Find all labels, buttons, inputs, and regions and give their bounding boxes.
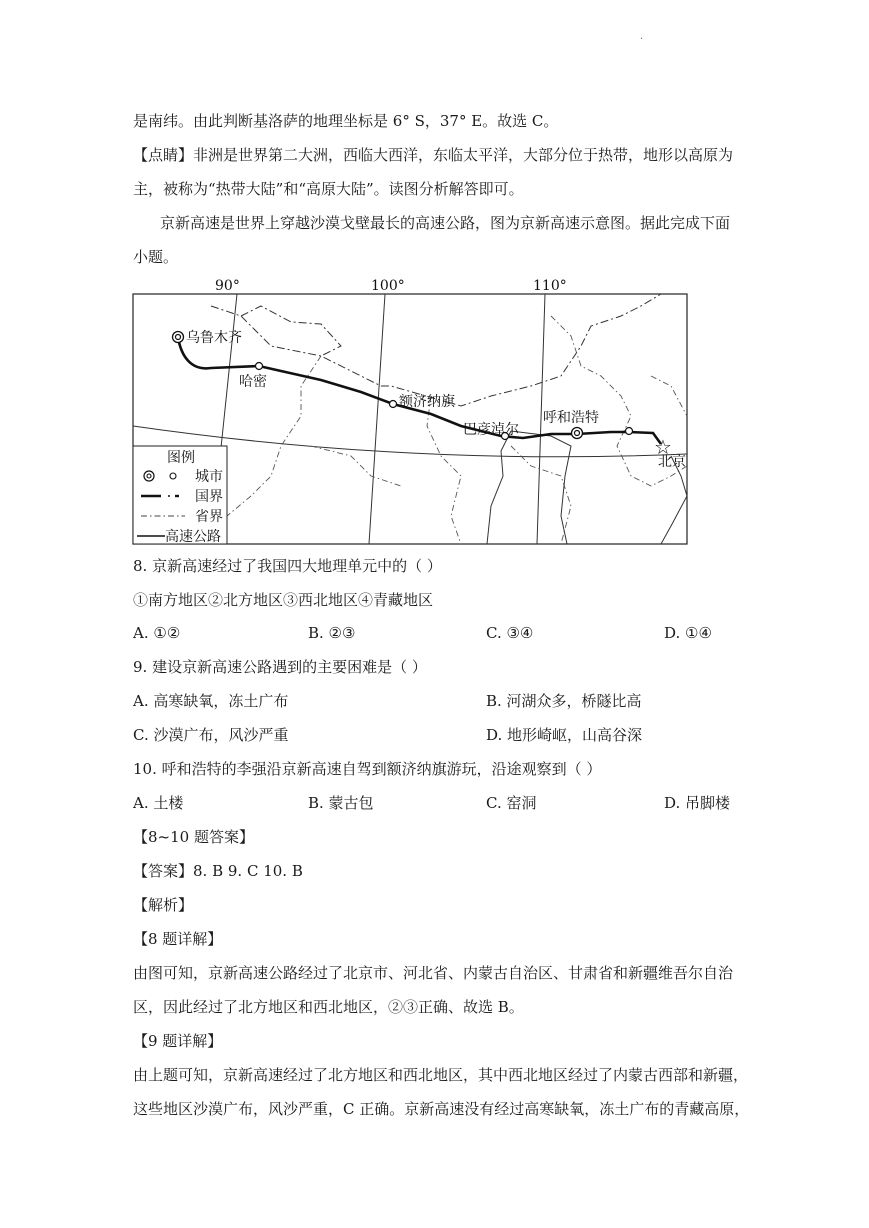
q8-stem: 8. 京新高速经过了我国四大地理单元中的（ ） — [133, 557, 442, 575]
legend-province-border: 省界 — [195, 509, 223, 525]
q10-stem: 10. 呼和浩特的李强沿京新高速自驾到额济纳旗游玩，沿途观察到（ ） — [133, 760, 602, 778]
q8-option-d[interactable]: D. ①④ — [664, 624, 712, 642]
city-ejina — [390, 393, 456, 410]
q8-detail-title: 【8 题详解】 — [133, 930, 223, 948]
q9-detail-line-2: 这些地区沙漠广布，风沙严重，C 正确。京新高速没有经过高寒缺氧，冻土广布的青藏高原， — [133, 1100, 750, 1118]
legend-national-border: 国界 — [195, 489, 223, 505]
intro-line-1: 是南纬。由此判断基洛萨的地理坐标是 6° S，37° E。故选 C。 — [133, 112, 559, 130]
city-urumqi — [173, 329, 243, 346]
legend-title: 图例 — [167, 450, 195, 466]
q8-choices: ①南方地区②北方地区③西北地区④青藏地区 — [133, 591, 434, 609]
q8-option-b[interactable]: B. ②③ — [308, 624, 356, 642]
header-mark: · — [640, 34, 644, 45]
city-bayannur — [463, 421, 519, 440]
highway-map — [131, 276, 691, 548]
meridian-100 — [369, 294, 385, 544]
longitude-label-90: 90° — [215, 278, 240, 294]
q10-option-c[interactable]: C. 窑洞 — [486, 794, 537, 812]
river-1 — [487, 431, 511, 544]
province-border-1 — [221, 356, 321, 544]
province-border-5 — [651, 376, 687, 416]
svg-text:☆: ☆ — [654, 435, 672, 459]
river-2 — [511, 431, 571, 544]
q10-option-b[interactable]: B. 蒙古包 — [308, 794, 374, 812]
q8-detail-line-1: 由图可知，京新高速公路经过了北京市、河北省、内蒙古自治区、甘肃省和新疆维吾尔自治 — [133, 964, 734, 982]
answers-section-title: 【8~10 题答案】 — [133, 828, 254, 846]
svg-text:额济纳旗: 额济纳旗 — [399, 394, 455, 410]
province-border-4 — [511, 446, 571, 544]
q9-stem: 9. 建设京新高速公路遇到的主要困难是（ ） — [133, 658, 427, 676]
passage-line-2: 小题。 — [133, 248, 179, 266]
q9-option-a[interactable]: A. 高寒缺氧，冻土广布 — [133, 692, 289, 710]
map-legend — [133, 446, 227, 545]
q10-option-a[interactable]: A. 土楼 — [133, 794, 184, 812]
city-beijing — [654, 435, 686, 470]
national-border — [211, 294, 661, 406]
svg-text:哈密: 哈密 — [239, 374, 267, 390]
q9-option-d[interactable]: D. 地形崎岖，山高谷深 — [486, 726, 643, 744]
longitude-label-110: 110° — [533, 278, 567, 294]
svg-text:北京: 北京 — [658, 454, 686, 470]
longitude-label-100: 100° — [371, 278, 405, 294]
analysis-title: 【解析】 — [133, 896, 194, 914]
q9-option-c[interactable]: C. 沙漠广布，风沙严重 — [133, 726, 289, 744]
city-extra — [626, 428, 633, 435]
q10-option-d[interactable]: D. 吊脚楼 — [664, 794, 731, 812]
q8-option-a[interactable]: A. ①② — [133, 624, 181, 642]
legend-city: 城市 — [195, 469, 223, 485]
q9-detail-title: 【9 题详解】 — [133, 1032, 223, 1050]
q9-detail-line-1: 由上题可知，京新高速经过了北方地区和西北地区，其中西北地区经过了内蒙古西部和新疆， — [133, 1066, 749, 1084]
passage-line-1: 京新高速是世界上穿越沙漠戈壁最长的高速公路，图为京新高速示意图。据此完成下面 — [160, 214, 731, 232]
svg-text:巴彦淖尔: 巴彦淖尔 — [463, 422, 519, 438]
svg-text:乌鲁木齐: 乌鲁木齐 — [186, 330, 242, 346]
highway-line — [178, 337, 661, 444]
legend-highway: 高速公路 — [165, 529, 221, 545]
intro-line-3: 主，被称为“热带大陆”和“高原大陆”。读图分析解答即可。 — [133, 180, 524, 198]
svg-text:呼和浩特: 呼和浩特 — [543, 410, 599, 426]
q8-detail-line-2: 区，因此经过了北方地区和西北地区，②③正确、故选 B。 — [133, 998, 524, 1016]
intro-line-2: 【点睛】非洲是世界第二大洲，西临大西洋，东临太平洋，大部分位于热带，地形以高原为 — [133, 146, 734, 164]
map-svg — [131, 276, 691, 548]
answer-line: 【答案】8. B 9. C 10. B — [133, 862, 303, 880]
q8-option-c[interactable]: C. ③④ — [486, 624, 534, 642]
q9-option-b[interactable]: B. 河湖众多，桥隧比高 — [486, 692, 642, 710]
